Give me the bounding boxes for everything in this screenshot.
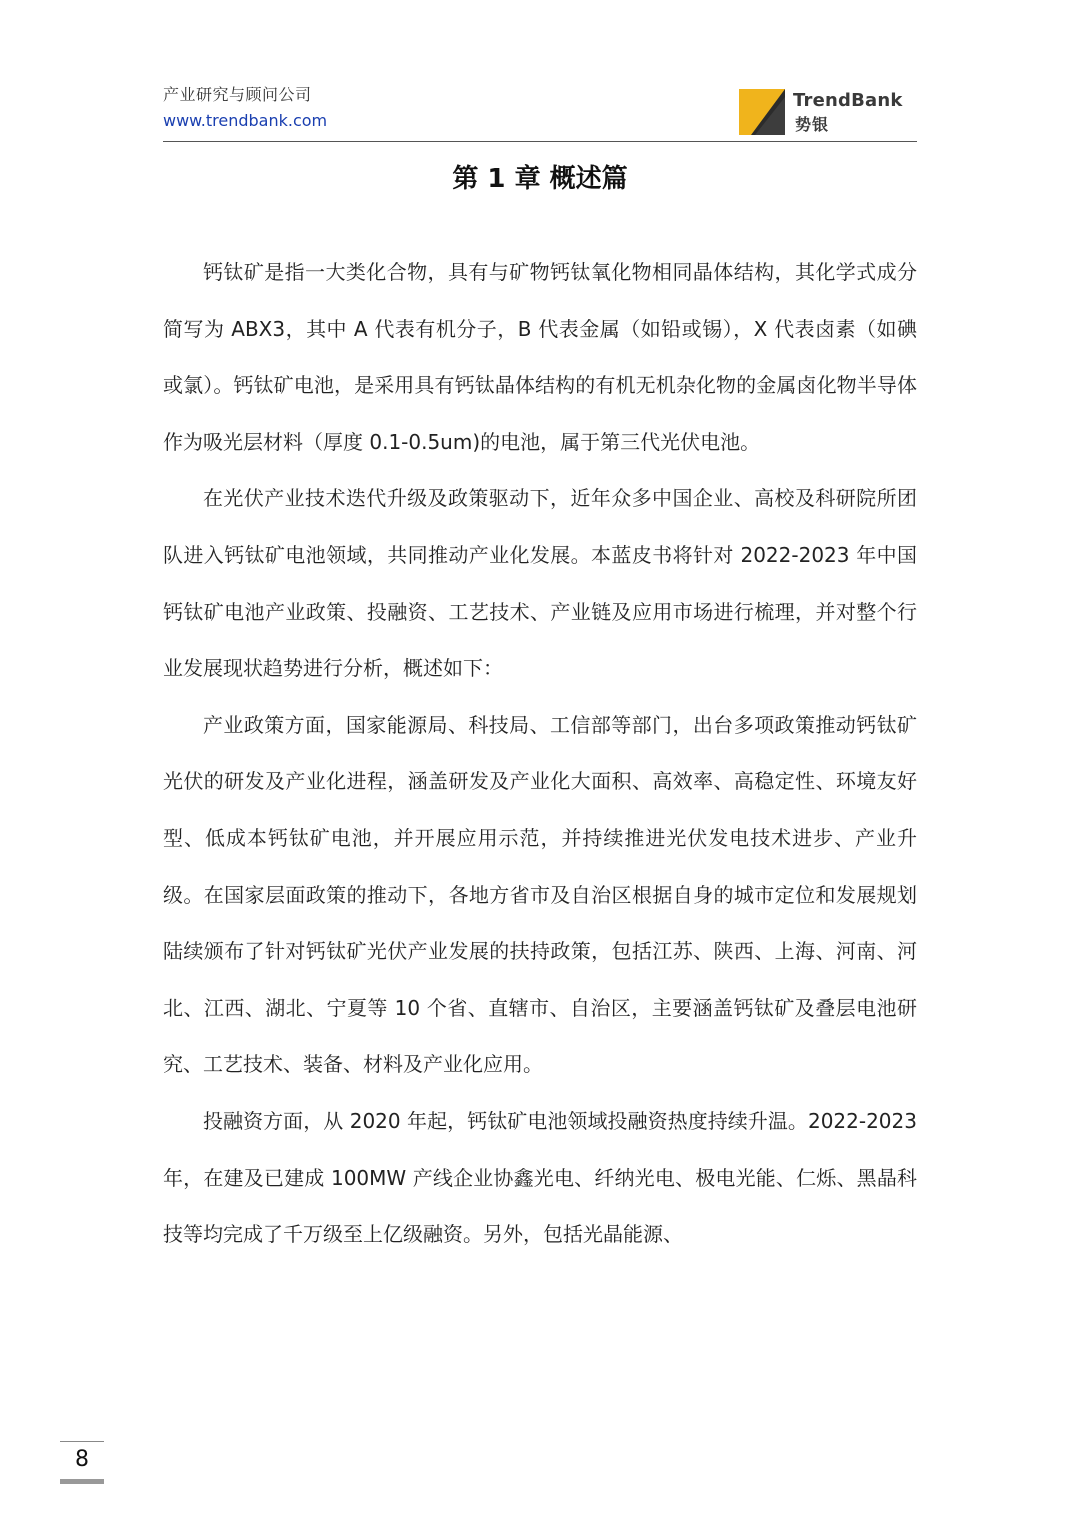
paragraph-policy: 产业政策方面，国家能源局、科技局、工信部等部门，出台多项政策推动钙钛矿光伏的研发及产业化进程，涵盖研发及产业化大面积、高效率、高稳定性、环境友好型、低成本钙钛矿电池，并开展应用示范，并持续推进光伏发电技术进步、产业升级。在国家层面政策的推动下，各地方省市及自治区根据自身的城市定位和发展规划陆续颁布了针对钙钛矿光伏产业发展的扶持政策，包括江苏、陕西、上海、河南、河北、江西、湖北、宁夏等 10 个省、直辖市、自治区，主要涵盖钙钛矿及叠层电池研究、工艺技术、装备、材料及产业化应用。 <box>163 712 917 1077</box>
header-org-name: 产业研究与顾问公司 <box>163 85 312 104</box>
paragraph-investment: 投融资方面，从 2020 年起，钙钛矿电池领域投融资热度持续升温。2022-2023 年，在建及已建成 100MW 产线企业协鑫光电、纤纳光电、极电光能、仁烁、黑晶科技等均完成了千万级至上亿级融资。另外，包括光晶能源、 <box>163 1108 917 1247</box>
logo-wordmark-en: TrendBank <box>793 90 903 111</box>
paragraph-industry-overview: 在光伏产业技术迭代升级及政策驱动下，近年众多中国企业、高校及科研院所团队进入钙钛矿电池领域，共同推动产业化发展。本蓝皮书将针对 2022-2023 年中国钙钛矿电池产业政策、投融资、工艺技术、产业链及应用市场进行梳理，并对整个行业发展现状趋势进行分析，概述如下： <box>163 486 917 681</box>
header-website-link[interactable]: www.trendbank.com <box>163 111 328 130</box>
trendbank-logo <box>737 87 917 137</box>
logo-wordmark-cn: 势银 <box>795 115 830 134</box>
chapter-title: 第 1 章 概述篇 <box>452 164 628 194</box>
paragraph-definition: 钙钛矿是指一大类化合物，具有与矿物钙钛氧化物相同晶体结构，其化学式成分简写为 ABX3，其中 A 代表有机分子，B 代表金属（如铅或锡），X 代表卤素（如碘或氯）。钙钛矿电池，是采用具有钙钛晶体结构的有机无机杂化物的金属卤化物半导体作为吸光层材料（厚度 0.1-0.5um)的电池，属于第三代光伏电池。 <box>163 260 917 454</box>
page-number-block <box>60 1441 104 1485</box>
header-divider <box>163 141 917 142</box>
body-text <box>163 244 917 1263</box>
page-number-bar <box>60 1479 104 1484</box>
trendbank-logo-icon <box>737 87 787 137</box>
page-number-top-rule <box>60 1441 104 1442</box>
page-number: 8 <box>75 1447 89 1472</box>
